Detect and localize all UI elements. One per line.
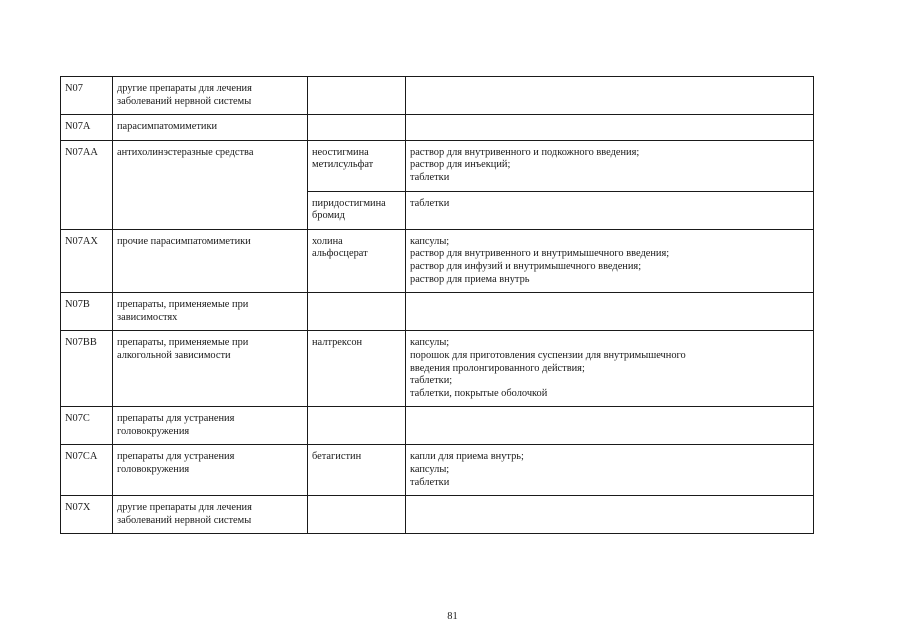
atc-code: N07X bbox=[61, 496, 113, 534]
group-name: препараты для устранения головокружения bbox=[113, 407, 308, 445]
inn-name: налтрексон bbox=[308, 331, 406, 407]
inn-name bbox=[308, 293, 406, 331]
atc-code: N07 bbox=[61, 77, 113, 115]
dosage-forms bbox=[406, 407, 814, 445]
atc-code: N07C bbox=[61, 407, 113, 445]
table-row bbox=[61, 407, 814, 445]
group-name: препараты для устранения головокружения bbox=[113, 445, 308, 496]
dosage-forms: раствор для внутривенного и подкожного введения; раствор для инъекций; таблетки bbox=[406, 140, 814, 191]
inn-name: холина альфосцерат bbox=[308, 229, 406, 292]
drug-table bbox=[60, 76, 814, 534]
group-name: другие препараты для лечения заболеваний нервной системы bbox=[113, 496, 308, 534]
atc-code: N07BB bbox=[61, 331, 113, 407]
inn-name: бетагистин bbox=[308, 445, 406, 496]
atc-code: N07CA bbox=[61, 445, 113, 496]
dosage-forms: таблетки bbox=[406, 191, 814, 229]
dosage-forms: капли для приема внутрь; капсулы; таблетки bbox=[406, 445, 814, 496]
table-row bbox=[61, 331, 814, 407]
group-name: антихолинэстеразные средства bbox=[113, 140, 308, 229]
dosage-forms: капсулы; порошок для приготовления суспензии для внутримышечного введения пролонгированного действия; таблетки; таблетки, покрытые оболочкой bbox=[406, 331, 814, 407]
table-row bbox=[61, 140, 814, 191]
atc-code: N07AA bbox=[61, 140, 113, 229]
inn-name: пиридостигмина бромид bbox=[308, 191, 406, 229]
table-row bbox=[61, 293, 814, 331]
group-name: препараты, применяемые при зависимостях bbox=[113, 293, 308, 331]
table-row bbox=[61, 229, 814, 292]
atc-code: N07AX bbox=[61, 229, 113, 292]
table-row bbox=[61, 496, 814, 534]
group-name: другие препараты для лечения заболеваний нервной системы bbox=[113, 77, 308, 115]
table-row bbox=[61, 445, 814, 496]
dosage-forms bbox=[406, 293, 814, 331]
table-row bbox=[61, 115, 814, 141]
inn-name bbox=[308, 115, 406, 141]
group-name: парасимпатомиметики bbox=[113, 115, 308, 141]
table-row bbox=[61, 77, 814, 115]
atc-code: N07A bbox=[61, 115, 113, 141]
group-name: препараты, применяемые при алкогольной зависимости bbox=[113, 331, 308, 407]
dosage-forms bbox=[406, 496, 814, 534]
inn-name bbox=[308, 407, 406, 445]
inn-name bbox=[308, 496, 406, 534]
inn-name: неостигмина метилсульфат bbox=[308, 140, 406, 191]
atc-code: N07B bbox=[61, 293, 113, 331]
dosage-forms bbox=[406, 115, 814, 141]
group-name: прочие парасимпатомиметики bbox=[113, 229, 308, 292]
dosage-forms: капсулы; раствор для внутривенного и внутримышечного введения; раствор для инфузий и внутримышечного введения; раствор для приема внутрь bbox=[406, 229, 814, 292]
dosage-forms bbox=[406, 77, 814, 115]
page-number: 81 bbox=[447, 611, 458, 622]
inn-name bbox=[308, 77, 406, 115]
